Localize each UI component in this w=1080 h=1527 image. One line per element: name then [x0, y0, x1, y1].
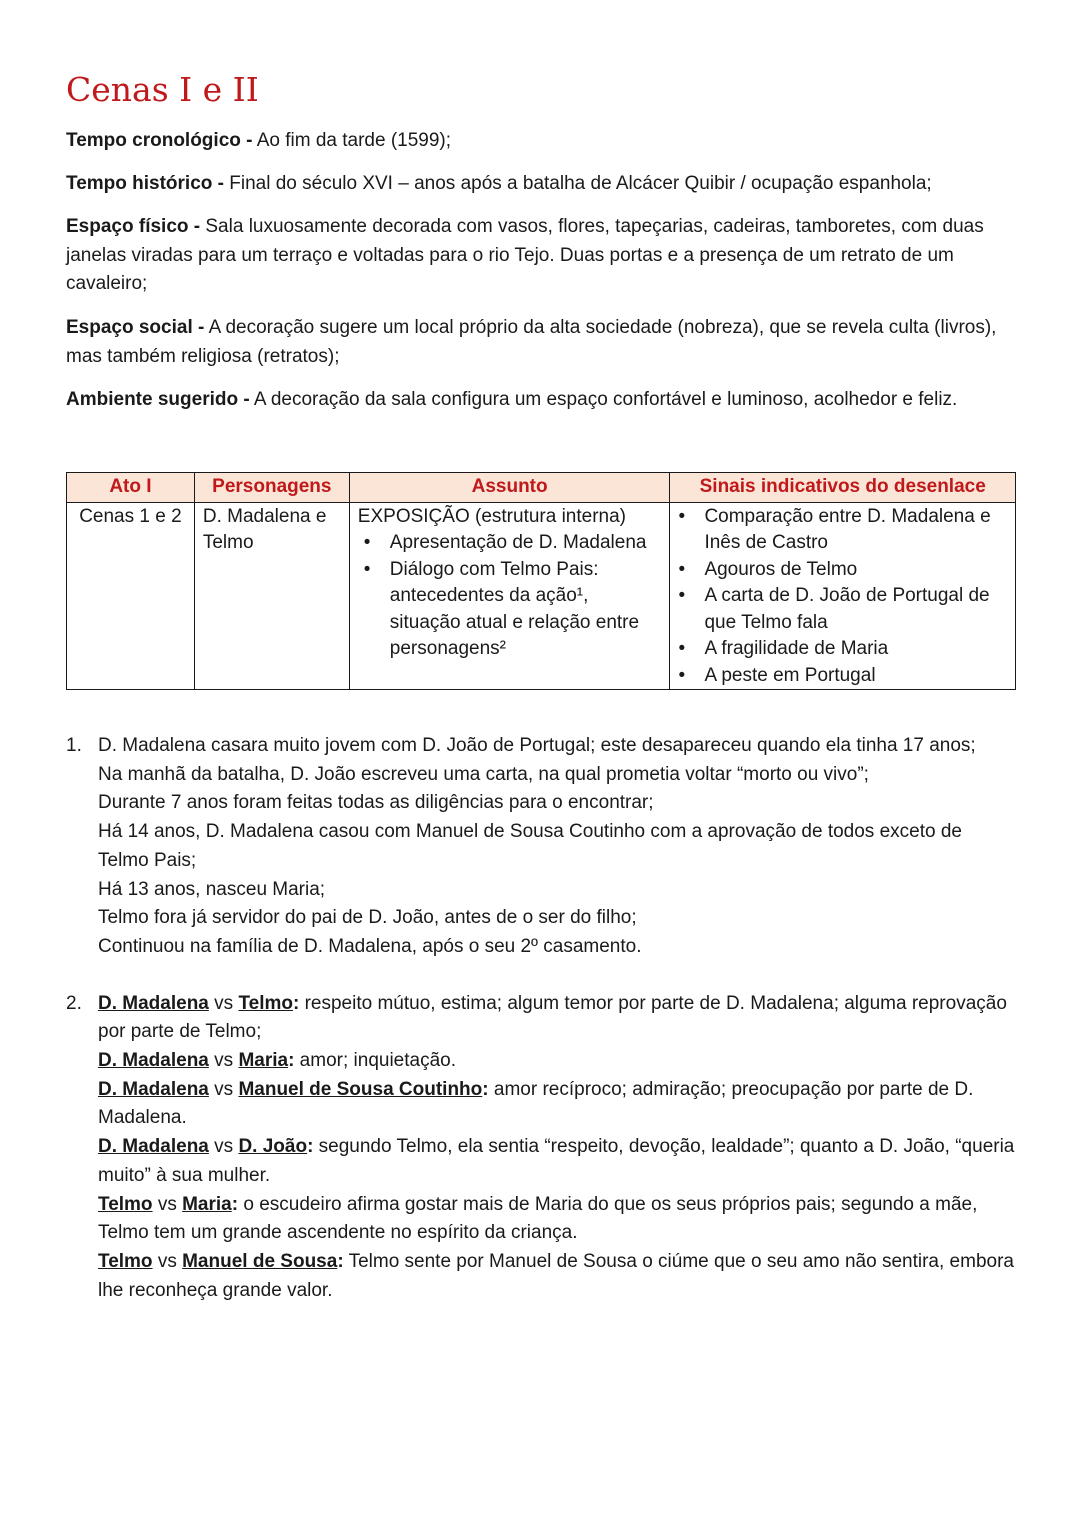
- relation-vs: vs: [208, 1136, 239, 1158]
- relation-text: respeito mútuo, estima; algum temor por parte de D. Madalena; alguma reprovação por parte de Telmo;: [98, 992, 1007, 1043]
- info-text: Ao fim da tarde (1599);: [252, 130, 452, 151]
- info-tempo-cronologico: [66, 127, 1016, 156]
- relation-a: Telmo: [98, 1250, 153, 1272]
- list-item: • A carta de D. João de Portugal de que Telmo fala: [672, 583, 1007, 636]
- cell-cenas: Cenas 1 e 2: [67, 502, 195, 690]
- assunto-list: [358, 530, 662, 663]
- header-sinais: Sinais indicativos do desenlace: [670, 473, 1016, 503]
- header-ato: Ato I: [67, 473, 195, 503]
- note-line: Continuou na família de D. Madalena, após o seu 2º casamento.: [98, 935, 642, 957]
- relation-vs: vs: [208, 992, 239, 1014]
- relation-line: [98, 990, 1016, 1047]
- info-label: Espaço físico -: [66, 216, 201, 237]
- note-line: Na manhã da batalha, D. João escreveu uma carta, na qual prometia voltar “morto ou vivo”;: [98, 763, 869, 785]
- header-personagens: Personagens: [194, 473, 349, 503]
- page-title: Cenas I e II: [66, 70, 259, 109]
- info-tempo-historico: [66, 170, 1016, 199]
- relation-text: o escudeiro afirma gostar mais de Maria do que os seus próprios pais; segundo a mãe, Telmo tem um grande ascendente no espírito da criança.: [98, 1193, 978, 1244]
- info-text: A decoração da sala configura um espaço confortável e luminoso, acolhedor e feliz.: [249, 389, 958, 410]
- notes-section: [66, 732, 1016, 1305]
- relation-colon: :: [307, 1136, 314, 1158]
- note-line: Durante 7 anos foram feitas todas as diligências para o encontrar;: [98, 792, 654, 814]
- relation-b: Maria: [182, 1193, 232, 1215]
- ato-table: [66, 472, 1016, 690]
- info-label: Tempo cronológico -: [66, 130, 253, 151]
- relation-line: [98, 1047, 1016, 1076]
- info-label: Ambiente sugerido -: [66, 389, 250, 410]
- relation-text: Telmo sente por Manuel de Sousa o ciúme que o seu amo não sentira, embora lhe reconheça grande valor.: [98, 1250, 1014, 1301]
- relation-colon: :: [292, 992, 300, 1014]
- note-number: 2.: [66, 992, 82, 1014]
- table-header-row: [67, 473, 1016, 503]
- relation-a: D. Madalena: [98, 1078, 209, 1100]
- cell-sinais: [670, 502, 1016, 690]
- cell-personagens: D. Madalena e Telmo: [194, 502, 349, 690]
- relation-b: Telmo: [238, 992, 293, 1014]
- note-line: D. Madalena casara muito jovem com D. João de Portugal; este desapareceu quando ela tinha 17 anos;: [98, 735, 976, 756]
- note-line: Há 13 anos, nasceu Maria;: [98, 878, 326, 900]
- relation-a: Telmo: [98, 1193, 153, 1215]
- sinais-list: [672, 504, 1007, 690]
- relation-vs: vs: [152, 1193, 183, 1215]
- relation-text: amor; inquietação.: [294, 1050, 456, 1072]
- info-label: Tempo histórico -: [66, 173, 224, 194]
- relation-a: D. Madalena: [98, 1050, 209, 1072]
- relation-vs: vs: [208, 1050, 239, 1072]
- relation-colon: :: [482, 1078, 489, 1100]
- relation-line: [98, 1133, 1016, 1190]
- list-item: • Comparação entre D. Madalena e Inês de Castro: [672, 504, 1007, 557]
- relation-vs: vs: [152, 1250, 183, 1272]
- note-line: Há 14 anos, D. Madalena casou com Manuel de Sousa Coutinho com a aprovação de todos exceto de Telmo Pais;: [98, 821, 962, 871]
- table-row: [67, 502, 1016, 690]
- relation-b: Manuel de Sousa: [182, 1250, 338, 1272]
- relation-b: Manuel de Sousa Coutinho: [238, 1078, 483, 1100]
- relation-line: [98, 1248, 1016, 1305]
- list-item: • Diálogo com Telmo Pais: antecedentes da ação¹, situação atual e relação entre personagens²: [358, 557, 662, 663]
- relation-line: [98, 1191, 1016, 1248]
- relation-text: segundo Telmo, ela sentia “respeito, devoção, lealdade”; quanto a D. João, “queria muito” à sua mulher.: [98, 1136, 1015, 1186]
- info-ambiente-sugerido: [66, 386, 1016, 415]
- info-text: A decoração sugere um local próprio da alta sociedade (nobreza), que se revela culta (livros), mas também religiosa (retratos);: [66, 317, 997, 367]
- relation-b: D. João: [238, 1136, 308, 1158]
- cell-assunto: [349, 502, 670, 690]
- relation-colon: :: [337, 1250, 344, 1272]
- relation-vs: vs: [208, 1078, 239, 1100]
- note-line: Telmo fora já servidor do pai de D. João, antes de o ser do filho;: [98, 907, 637, 929]
- note-number: 1.: [66, 735, 82, 756]
- list-item: • A peste em Portugal: [672, 663, 1007, 690]
- note-2: [66, 990, 1016, 1306]
- info-espaco-fisico: [66, 213, 1016, 299]
- list-item: • A fragilidade de Maria: [672, 636, 1007, 663]
- list-item: • Agouros de Telmo: [672, 557, 1007, 584]
- info-espaco-social: [66, 314, 1016, 371]
- relation-colon: :: [288, 1050, 295, 1072]
- note-1: [66, 732, 1016, 962]
- info-label: Espaço social -: [66, 317, 205, 338]
- relation-colon: :: [231, 1193, 239, 1215]
- info-text: Final do século XVI – anos após a batalha de Alcácer Quibir / ocupação espanhola;: [223, 173, 932, 194]
- assunto-title: EXPOSIÇÃO (estrutura interna): [357, 505, 627, 527]
- relation-b: Maria: [238, 1050, 289, 1072]
- header-assunto: Assunto: [349, 473, 670, 503]
- info-text: Sala luxuosamente decorada com vasos, flores, tapeçarias, cadeiras, tamboretes, com duas janelas viradas para um terraço e voltadas para o rio Tejo. Duas portas e a presença de um retrato de um cavaleiro;: [66, 216, 984, 294]
- relation-a: D. Madalena: [98, 1136, 209, 1158]
- relation-a: D. Madalena: [98, 992, 209, 1014]
- relation-text: amor recíproco; admiração; preocupação por parte de D. Madalena.: [98, 1078, 974, 1129]
- relation-line: [98, 1076, 1016, 1133]
- list-item: • Apresentação de D. Madalena: [358, 530, 662, 557]
